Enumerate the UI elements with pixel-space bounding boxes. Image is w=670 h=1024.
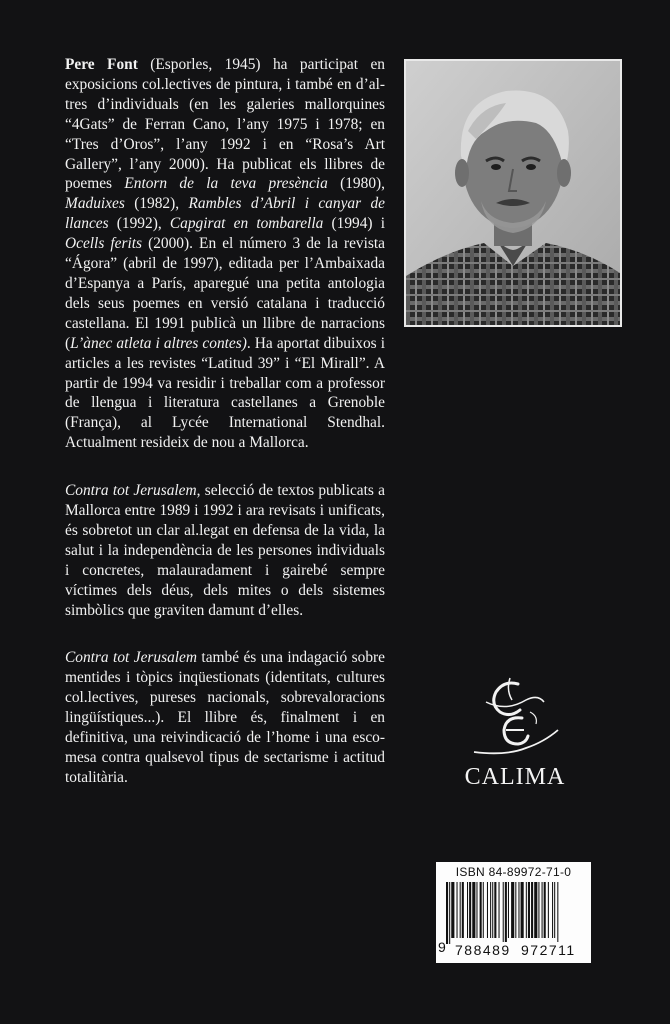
synopsis-paragraph-2: Contra tot Jerusalem també és una indagació sobre mentides i tòpics inqüestionats (identitats, cultures col.lectives, pureses nacionals, sobrevaloracions lingüístiques...). El llibre és, finalment i en definitiva, una reivindicació de l’home i una escomesa contra qualsevol tipus de sectarisme i actitud totalitària.	[65, 649, 385, 786]
ean-left-digits: 788489	[455, 942, 511, 958]
portrait-image	[406, 61, 620, 325]
isbn-label: ISBN 84-89972-71-0	[455, 865, 572, 879]
synopsis-paragraph-1: Contra tot Jerusalem, selecció de textos publicats a Mallorca entre 1989 i 1992 i ara revisats i unificats, és sobretot un clar al.legat en defensa de la vida, la salut i la independència de les persones individuals i concretes, malauradament i gairebé sempre víctimes dels déus, dels mites o dels sistemes simbòlics que graviten damunt d’elles.	[65, 482, 385, 619]
calima-logo	[466, 672, 566, 767]
author-portrait	[404, 59, 622, 327]
ean-right-digits: 972711	[521, 942, 576, 958]
barcode-bars	[446, 882, 587, 944]
book-title: Contra tot Jerusalem	[65, 482, 197, 500]
ean-first-digit: 9	[438, 939, 446, 955]
book-title: Contra tot Jerusalem	[65, 649, 197, 667]
isbn-barcode	[436, 862, 591, 963]
publisher-name: CALIMA	[464, 764, 566, 790]
text-column	[65, 55, 385, 816]
author-name: Pere Font	[65, 56, 138, 73]
author-bio: Pere Font (Esporles, 1945) ha participat en exposicions col.lectives de pintura, i també en d’altres d’individuals (en les galeries mallorquines “4Gats” de Ferran Cano, l’any 1975 i 1978; en “Tres d’Oros”, l’any 1992 i en “Rosa’s Art Gallery”, l’any 2000). Ha publicat els llibres de poemes Entorn de la teva presència (1980), Maduixes (1982), Rambles d’Abril i canyar de llances (1992), Capgirat en tombarella (1994) i Ocells ferits (2000). En el número 3 de la revista “Ágora” (abril de 1997), editada per l’Ambaixada d’Espanya a París, aparegué una petita antologia dels seus poemes en versió catalana i traducció castellana. El 1991 publicà un llibre de narracions (L’ànec atleta i altres contes). Ha aportat dibuixos i articles a les revistes “Latitud 39” i “El Mirall”. A partir de 1994 va residir i treballar com a professor de llengua i literatura castellanes a Grenoble (França), al Lycée International Stendhal. Actualment resideix de nou a Mallorca.	[65, 56, 385, 452]
